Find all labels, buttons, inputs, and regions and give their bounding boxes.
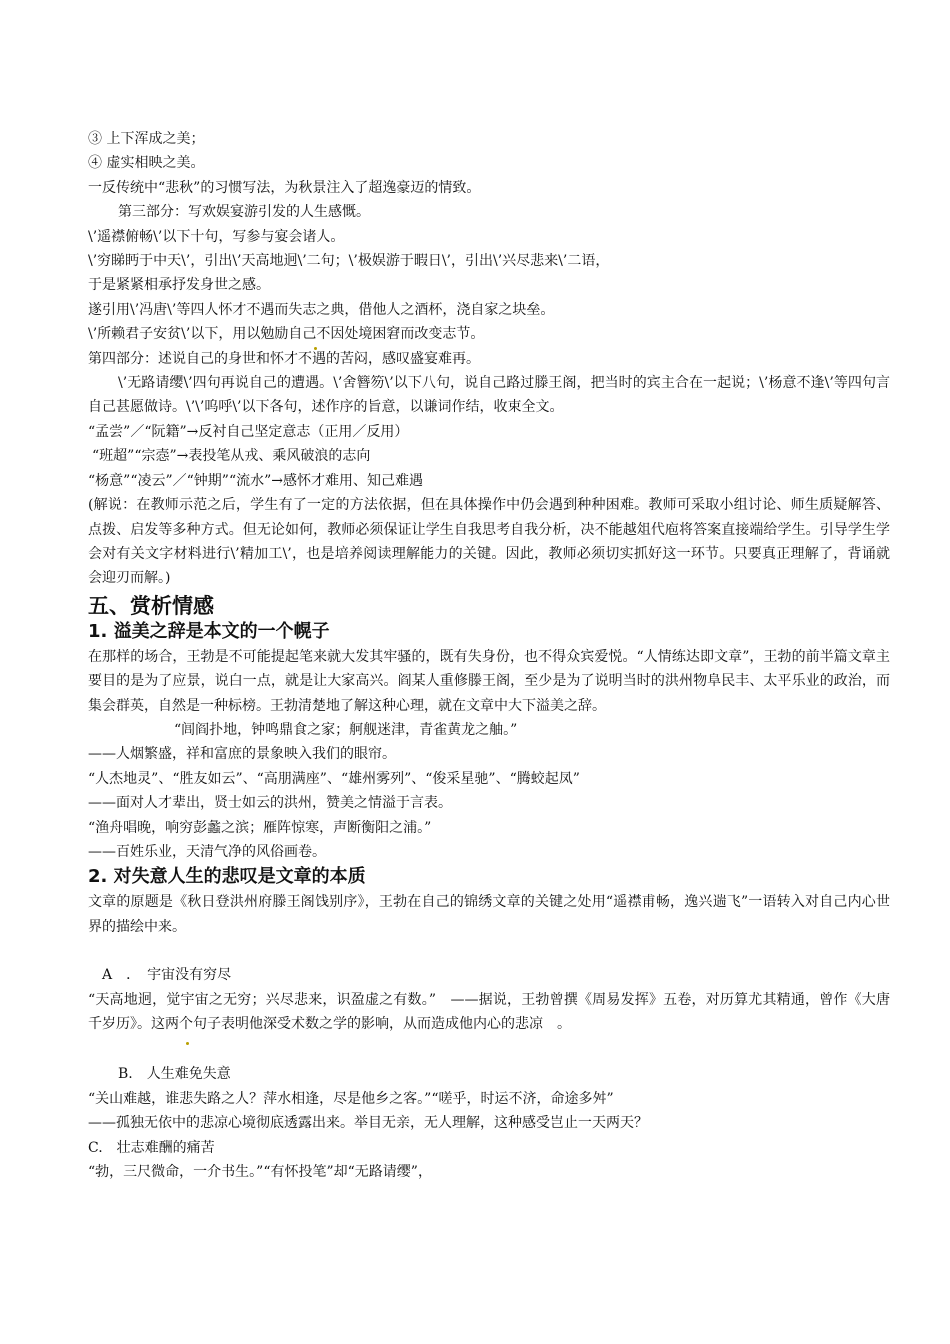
point-b-title: B. 人生难免失意 [118,1066,231,1083]
comment-line: ——面对人才辈出，贤士如云的洪州，赞美之情溢于言表。 [88,795,452,812]
text-line: ③ 上下浑成之美； [88,131,205,147]
part4-paragraph: \’无路请缨\’四句再说自己的遭遇。\’舍簪笏\’以下八句，说自己路过滕王阁，把当时的宾主合在一起说；\’杨意不逢\’等四句言自己甚愿做诗。\’\’呜呼\’以下各句，述作序的旨意，以谦词作结，收束全文。 [88,375,890,416]
part4-heading: 第四部分：述说自己的身世和怀才不遇的苦闷，感叹盛宴难再。 [88,350,480,367]
point-a-paragraph: “天高地迥，觉宇宙之无穷；兴尽悲来，识盈虚之有数。” ——据说，王勃曾撰《周易发挥》五卷，对历算尤其精通，曾作《大唐千岁历》。这两个句子表明他深受术数之学的影响，从而造成他内心的悲凉 。 [88,991,890,1032]
subsection-title: 1. 溢美之辞是本文的一个幌子 [88,620,330,642]
text-line: 一反传统中“悲秋”的习惯写法，为秋景注入了超逸豪迈的情致。 [88,179,481,196]
quote-line: “闾阎扑地，钟鸣鼎食之家；舸舰迷津，青雀黄龙之舳。” [174,721,518,738]
stray-mark [186,1042,189,1045]
text-line: ——孤独无依中的悲凉心境彻底透露出来。举目无亲，无人理解，这种感受岂止一天两天？ [88,1115,648,1132]
point-c-title: C. 壮志难酬的痛苦 [88,1139,215,1156]
allusion-line: “班超”“宗悫”→表投笔从戎、乘风破浪的志向 [92,448,371,465]
spacer [88,1036,890,1062]
quote-line: “人杰地灵”、“胜友如云”、“高朋满座”、“雄州雾列”、“俊采星驰”、“腾蛟起凤” [88,770,580,787]
text-line: 于是紧紧相承抒发身世之感。 [88,277,270,294]
quote-line: “渔舟唱晚，响穷彭蠡之滨；雁阵惊寒，声断衡阳之浦。” [88,819,432,836]
text-line: 遂引用\’冯唐\’等四人怀才不遇而失志之典，借他人之酒杯，浇自家之块垒。 [88,301,555,318]
sub2-paragraph: 文章的原题是《秋日登洪州府滕王阁饯别序》，王勃在自己的锦绣文章的关键之处用“遥襟甫畅，逸兴遄飞”一语转入对自己内心世界的描绘中来。 [88,894,890,935]
allusion-line: “孟尝”／“阮籍”→反衬自己坚定意志（正用／反用） [88,423,409,440]
text-line: “勃，三尺微命，一介书生。”“有怀投笔”却“无路请缨”， [88,1164,432,1181]
text-line: \’遥襟俯畅\’以下十句，写参与宴会诸人。 [88,228,345,245]
part3-heading: 第三部分：写欢娱宴游引发的人生感慨。 [118,204,370,221]
spacer [88,939,890,963]
sub1-paragraph: 在那样的场合，王勃是不可能提起笔来就大发其牢骚的，既有失身份，也不得众宾爱悦。“人情练达即文章”，王勃的前半篇文章主要目的是为了应景，说白一点，就是让大家高兴。阎某人重修滕王阁，至少是为了说明当时的洪州物阜民丰、太平乐业的政治，而集会群英，自然是一种标榜。王勃清楚地了解这种心理，就在文章中大下溢美之辞。 [88,648,890,714]
explanation-paragraph: (解说：在教师示范之后，学生有了一定的方法依据，但在具体操作中仍会遇到种种困难。教师可采取小组讨论、师生质疑解答、点拨、启发等多种方式。但无论如何，教师必须保证让学生自我思考自我分析，决不能越俎代庖将答案直接端给学生。引导学生学会对有关文字材料进行\’精加工\’，也是培养阅读理解能力的关键。因此，教师必须切实抓好这一环节。只要真正理解了，背诵就会迎刃而解。) [88,497,890,587]
stray-mark [314,347,317,350]
subsection-title: 2. 对失意人生的悲叹是文章的本质 [88,866,366,888]
section-title: 五、赏析情感 [88,593,214,618]
comment-line: ——人烟繁盛，祥和富庶的景象映入我们的眼帘。 [88,746,396,763]
comment-line: ——百姓乐业，天清气净的风俗画卷。 [88,843,326,860]
text-line: \’所赖君子安贫\’以下，用以勉励自己不因处境困窘而改变志节。 [88,326,485,343]
point-a-title: A ． 宇宙没有穷尽 [102,967,232,984]
text-line: ④ 虚实相映之美。 [88,155,205,172]
allusion-line: “杨意”“凌云”／“钟期”“流水”→感怀才难用、知己难遇 [88,472,423,489]
text-line: \’穷睇眄于中天\’，引出\’天高地迥\’二句；\’极娱游于暇日\’，引出\’兴尽悲来\’二语， [88,253,610,270]
text-line: “关山难越，谁悲失路之人？萍水相逢，尽是他乡之客。”“嗟乎，时运不济，命途多舛” [88,1090,614,1107]
